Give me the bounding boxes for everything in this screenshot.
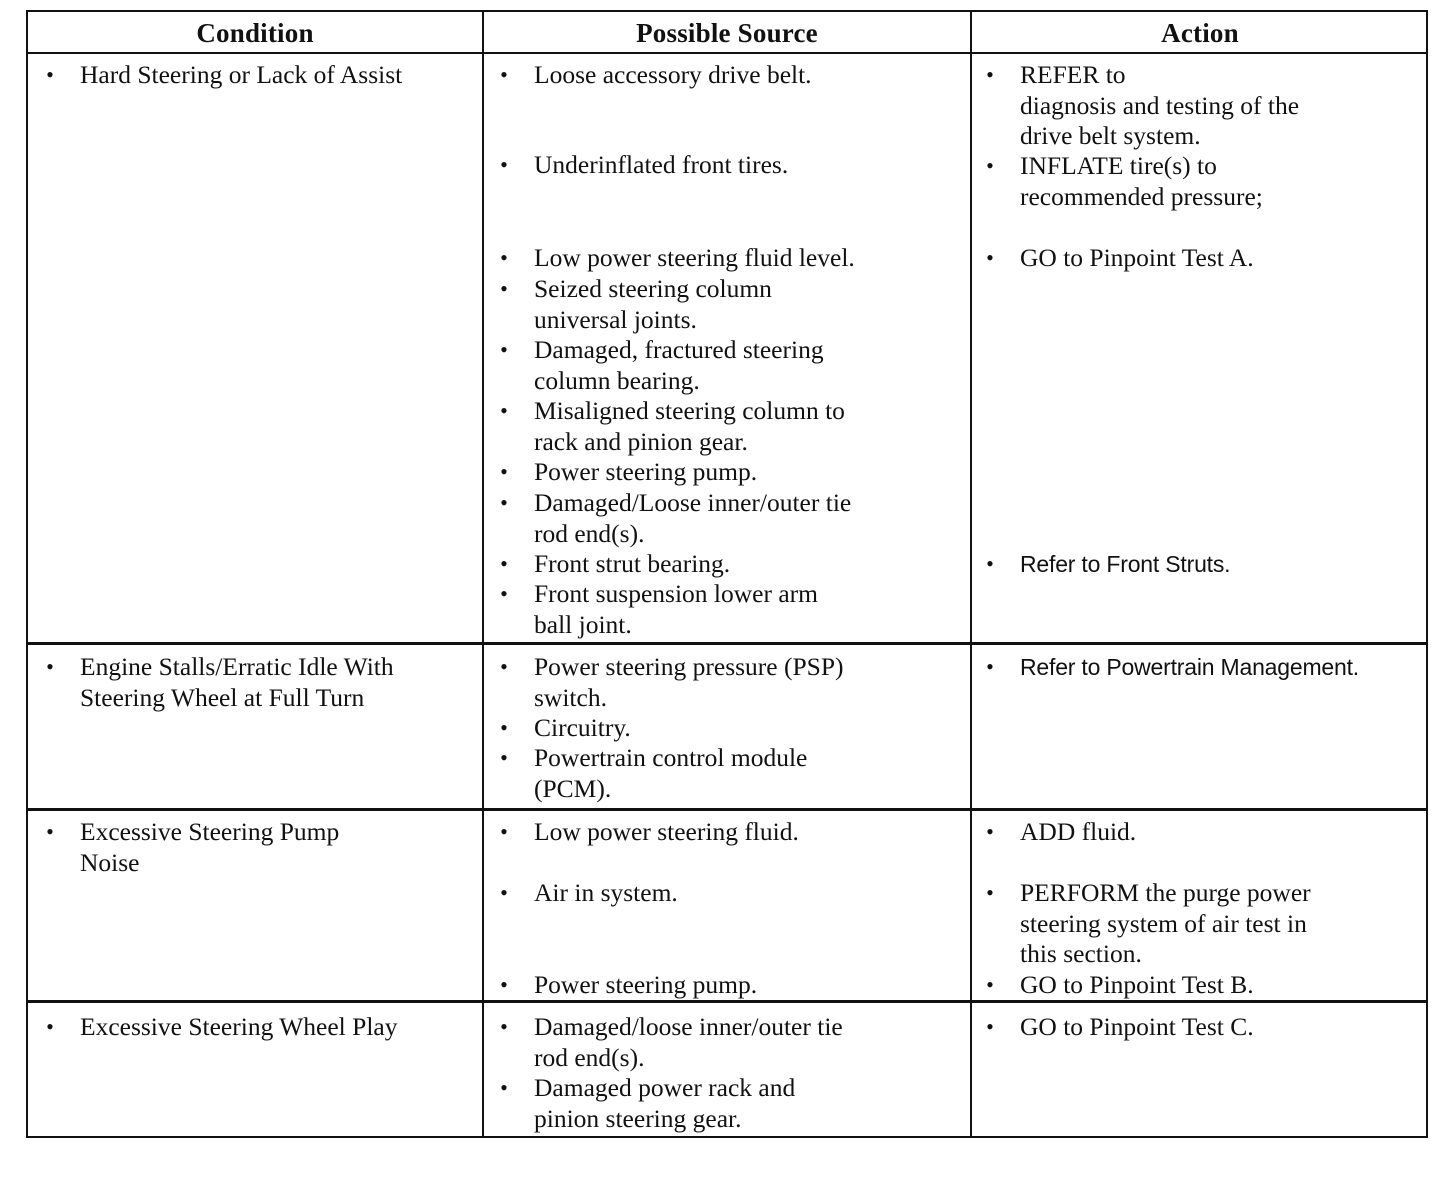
header-action: Action — [1161, 17, 1239, 48]
column-divider — [482, 12, 484, 1136]
row-divider — [28, 642, 1426, 645]
row-divider — [28, 808, 1426, 811]
diagnosis-table: Condition Possible Source Action • Hard Steering or Lack of Assist • Loose accessory drive belt. • Underinflated front tires. • Low power steering fluid level. • Seized steering column universal joints. • Damaged, fractured steering column bearing. • Misaligned steering column to rack and pinion gear. • Power steering pump. • Damaged/Loose inner/outer tie rod end(s). • Front strut bearing. • Front suspension lower arm ball joint. • REFER to diagnosis and testing of the drive belt system. • INFLATE tire(s) to recommended pressure; • GO to Pinpoint Test A. • Refer to Front Struts. • Engine Stalls/Erratic Idle With Steering Wheel at Full Turn • Power steering pressure (PSP) switch. • Circuitry. • Powertrain control module (PCM). • Refer to Powertrain Management. • Excessive Steering Pump Noise • Low power steering fluid. • Air in system. • Power steering pump. • ADD fluid. • PERFORM the purge power steering system of air test in this section. • GO to Pinpoint Test B. • Excessive Steering Wheel Play • Damaged/loose inner/outer tie rod end(s). • Damaged power rack and pinion steering gear. • GO to Pinpoint Test C. — [26, 10, 1428, 1138]
header-possible-source: Possible Source — [636, 17, 818, 48]
header-condition: Condition — [196, 17, 314, 48]
column-divider — [970, 12, 972, 1136]
